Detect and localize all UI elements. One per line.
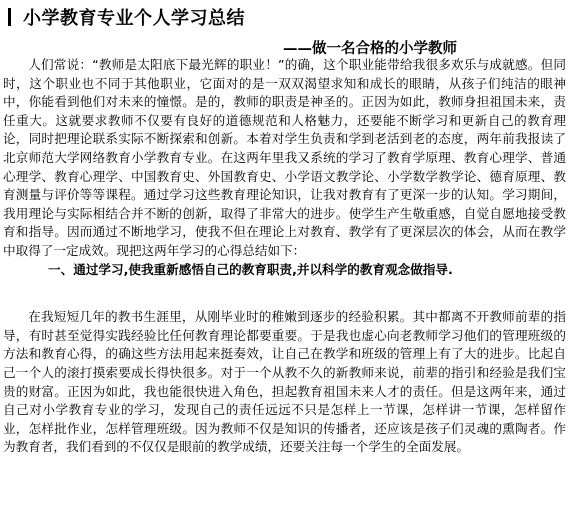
section-1-paragraph: 在我短短几年的教书生涯里，从刚毕业时的稚嫩到逐步的经验积累。其中都离不开教师前辈的指导，有时甚至觉得实践经验比任何教育理论都要重要。于是我也虚心向老教师学习他们的管理班级的方法和教育心得，的确这些方法用起来挺奏效，让自己在教学和班级的管理上有了大的进步。比起自己一个人的滚打摸索要成长得快很多。对于一个从教不久的新教师来说，前辈的指引和经验是我们宝贵的财富。正因为如此，我也能很快进入角色，担起教育祖国未来人才的责任。但是这两年来，通过自己对小学教育专业的学习，发现自己的责任远远不只是怎样上一节课，怎样讲一节课，怎样留作业，怎样批作业，怎样管理班级。因为教师不仅是知识的传播者，还应该是孩子们灵魂的熏陶者。作为教育者，我们看到的不仅仅是眼前的教学成绩，还要关注每一个学生的全面发展。 xyxy=(3,309,566,455)
document-title: 小学教育专业个人学习总结 xyxy=(23,8,245,29)
section-heading-1: 一、通过学习,使我重新感悟自己的教育职责,并以科学的教育观念做指导. xyxy=(48,261,453,277)
document-body xyxy=(3,56,566,457)
title-row xyxy=(4,4,565,30)
paragraph-gap xyxy=(3,279,566,308)
title-marker-bar xyxy=(8,8,11,26)
document-subtitle: ——做一名合格的小学教师 xyxy=(283,41,457,57)
intro-paragraph: 人们常说：“教师是太阳底下最光辉的职业！”的确，这个职业能带给我很多欢乐与成就感。但同时，这个职业也不同于其他职业，它面对的是一双双渴望求知和成长的眼睛，从孩子们纯洁的眼神中，你能看到他们对未来的憧憬。是的，教师的职责是神圣的。正因为如此，教师身担祖国未来，责任重大。这就要求教师不仅要有良好的道德规范和人格魅力，还要能不断学习和更新自己的教育理论，同时把理论联系实际不断探索和创新。本着对学生负责和学到老活到老的态度，两年前我报读了北京师范大学网络教育小学教育专业。在这两年里我又系统的学习了教育学原理、教育心理学、普通心理学、教育心理学、中国教育史、外国教育史、小学语文教学论、小学数学教学论、德育原理、教育测量与评价等等课程。通过学习这些教育理论知识，让我对教育有了更深一步的认知。学习期间，我用理论与实际相结合并不断的创新，取得了非常大的进步。使学生产生敬重感，自觉自愿地接受教育和指导。因而通过不断地学习，使我不但在理论上对教育、教学有了更深层次的体会，从而在教学中取得了一定成效。现把这两年学习的心得总结如下： xyxy=(3,57,566,258)
